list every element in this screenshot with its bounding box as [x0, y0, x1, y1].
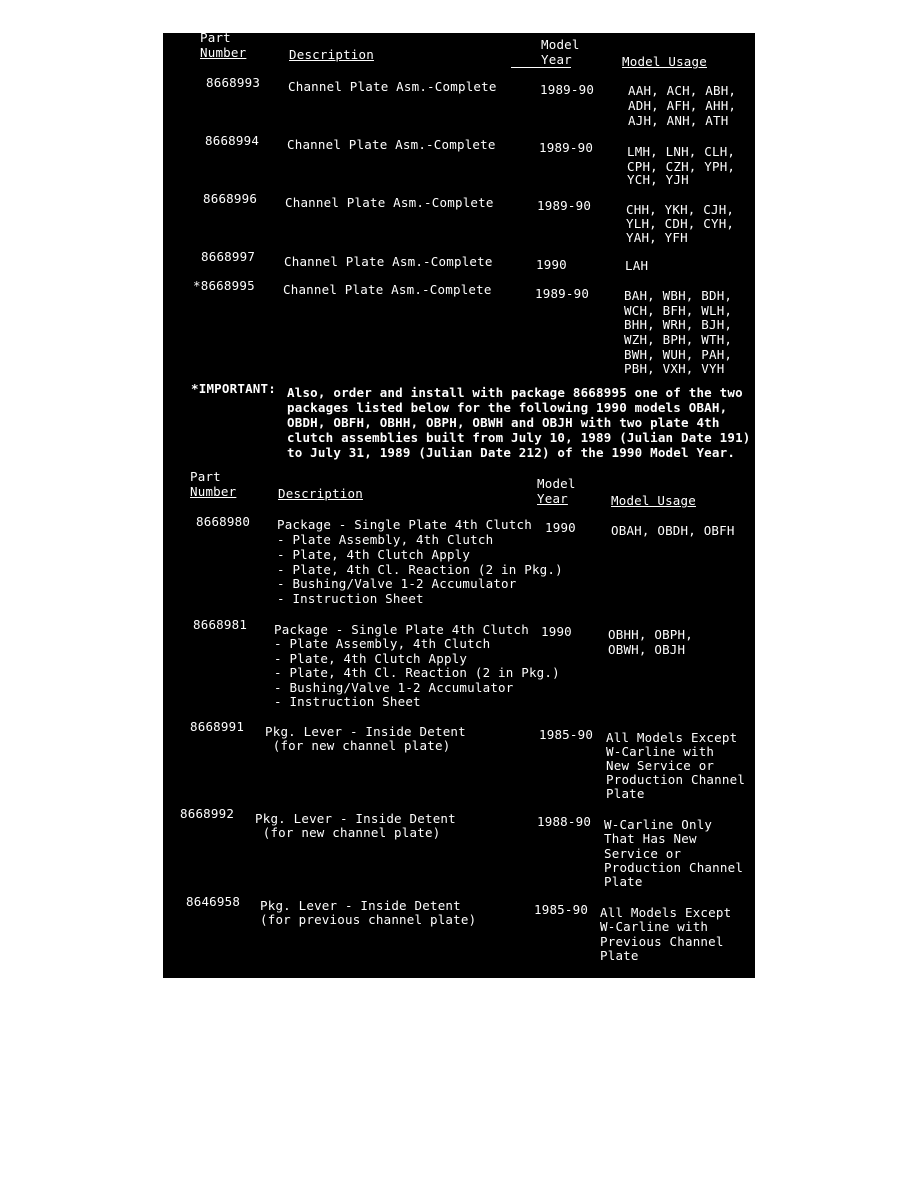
package-description-line: - Plate Assembly, 4th Clutch [274, 636, 491, 651]
part-description: Channel Plate Asm.-Complete [287, 137, 496, 152]
package-description-line: - Instruction Sheet [277, 591, 424, 606]
model-year: 1985-90 [534, 902, 589, 917]
model-usage-line: YCH, YJH [627, 172, 689, 187]
model-usage-line: YAH, YFH [626, 230, 688, 245]
model-usage-line: New Service or [606, 758, 715, 773]
model-year: 1990 [536, 257, 567, 272]
model-usage-line: W-Carline with [606, 744, 715, 759]
model-usage-line: Plate [600, 948, 639, 963]
model-usage-line: All Models Except [606, 730, 738, 745]
model-year: 1989-90 [540, 82, 595, 97]
package-description-line: Package - Single Plate 4th Clutch [274, 622, 529, 637]
model-usage-line: ADH, AFH, AHH, [628, 98, 737, 113]
model-usage-line: That Has New [604, 831, 697, 846]
part-number: 8668996 [203, 191, 258, 206]
package-description-line: Pkg. Lever - Inside Detent [260, 898, 461, 913]
part-number: 8646958 [186, 894, 241, 909]
model-year: 1989-90 [537, 198, 592, 213]
model-usage-line: LMH, LNH, CLH, [627, 144, 736, 159]
part-number: 8668997 [201, 249, 256, 264]
package-description-line: (for previous channel plate) [260, 912, 477, 927]
part-description: Channel Plate Asm.-Complete [288, 79, 497, 94]
part-number-header-line1: Part [190, 469, 221, 484]
model-usage-line: OBAH, OBDH, OBFH [611, 523, 735, 538]
model-year-underline [511, 67, 571, 68]
part-number: *8668995 [193, 278, 255, 293]
model-usage-line: Plate [606, 786, 645, 801]
model-usage-header: Model Usage [622, 54, 707, 69]
model-year: 1989-90 [539, 140, 594, 155]
part-number: 8668980 [196, 514, 251, 529]
model-year-header-line2: Year [537, 491, 568, 506]
model-usage-line: WCH, BFH, WLH, [624, 303, 733, 318]
important-label: *IMPORTANT: [191, 381, 276, 396]
model-usage-line: AAH, ACH, ABH, [628, 83, 737, 98]
model-year-header-line2: Year [541, 52, 572, 67]
model-usage-line: AJH, ANH, ATH [628, 113, 729, 128]
description-header: Description [289, 47, 374, 62]
model-year: 1990 [545, 520, 576, 535]
package-description-line: Package - Single Plate 4th Clutch [277, 517, 532, 532]
part-description: Channel Plate Asm.-Complete [285, 195, 494, 210]
model-year: 1985-90 [539, 727, 594, 742]
part-number-header-line2: Number [200, 45, 247, 60]
package-description-line: Pkg. Lever - Inside Detent [265, 724, 466, 739]
model-year: 1989-90 [535, 286, 590, 301]
model-usage-line: WZH, BPH, WTH, [624, 332, 733, 347]
model-usage-line: W-Carline with [600, 919, 709, 934]
part-number: 8668991 [190, 719, 245, 734]
model-usage-line: CHH, YKH, CJH, [626, 202, 735, 217]
model-usage-line: W-Carline Only [604, 817, 713, 832]
parts-sheet [163, 33, 755, 978]
model-year: 1990 [541, 624, 572, 639]
package-description-line: - Bushing/Valve 1-2 Accumulator [274, 680, 514, 695]
package-description-line: Pkg. Lever - Inside Detent [255, 811, 456, 826]
model-year-header-line1: Model [541, 37, 580, 52]
package-description-line: (for new channel plate) [265, 738, 451, 753]
important-line: OBDH, OBFH, OBHH, OBPH, OBWH and OBJH with two plate 4th [287, 415, 720, 430]
package-description-line: - Plate, 4th Clutch Apply [274, 651, 468, 666]
part-number: 8668994 [205, 133, 260, 148]
model-usage-header: Model Usage [611, 493, 696, 508]
part-description: Channel Plate Asm.-Complete [283, 282, 492, 297]
model-usage-line: OBHH, OBPH, [608, 627, 693, 642]
package-description-line: - Plate, 4th Cl. Reaction (2 in Pkg.) [274, 665, 560, 680]
important-line: clutch assemblies built from July 10, 1989 (Julian Date 191) [287, 430, 751, 445]
model-usage-line: LAH [625, 258, 649, 273]
model-usage-line: All Models Except [600, 905, 732, 920]
part-description: Channel Plate Asm.-Complete [284, 254, 493, 269]
package-description-line: - Bushing/Valve 1-2 Accumulator [277, 576, 517, 591]
model-usage-line: YLH, CDH, CYH, [626, 216, 735, 231]
model-usage-line: Service or [604, 846, 682, 861]
package-description-line: - Instruction Sheet [274, 694, 421, 709]
package-description-line: (for new channel plate) [255, 825, 441, 840]
model-usage-line: Production Channel [604, 860, 744, 875]
part-number: 8668993 [206, 75, 261, 90]
package-description-line: - Plate, 4th Clutch Apply [277, 547, 471, 562]
model-usage-line: BAH, WBH, BDH, [624, 288, 733, 303]
package-description-line: - Plate Assembly, 4th Clutch [277, 532, 494, 547]
part-number-header-line2: Number [190, 484, 237, 499]
model-usage-line: CPH, CZH, YPH, [627, 159, 736, 174]
model-usage-line: OBWH, OBJH [608, 642, 686, 657]
model-usage-line: BWH, WUH, PAH, [624, 347, 733, 362]
important-line: packages listed below for the following 1990 models OBAH, [287, 400, 728, 415]
part-number-header-line1: Part [200, 33, 231, 45]
model-usage-line: Production Channel [606, 772, 746, 787]
model-year: 1988-90 [537, 814, 592, 829]
part-number: 8668981 [193, 617, 248, 632]
description-header: Description [278, 486, 363, 501]
model-usage-line: Plate [604, 874, 643, 889]
model-year-header-line1: Model [537, 476, 576, 491]
important-line: to July 31, 1989 (Julian Date 212) of the 1990 Model Year. [287, 445, 736, 460]
model-usage-line: PBH, VXH, VYH [624, 361, 725, 376]
part-number: 8668992 [180, 806, 235, 821]
model-usage-line: Previous Channel [600, 934, 724, 949]
package-description-line: - Plate, 4th Cl. Reaction (2 in Pkg.) [277, 562, 563, 577]
important-line: Also, order and install with package 8668995 one of the two [287, 385, 743, 400]
model-usage-line: BHH, WRH, BJH, [624, 317, 733, 332]
